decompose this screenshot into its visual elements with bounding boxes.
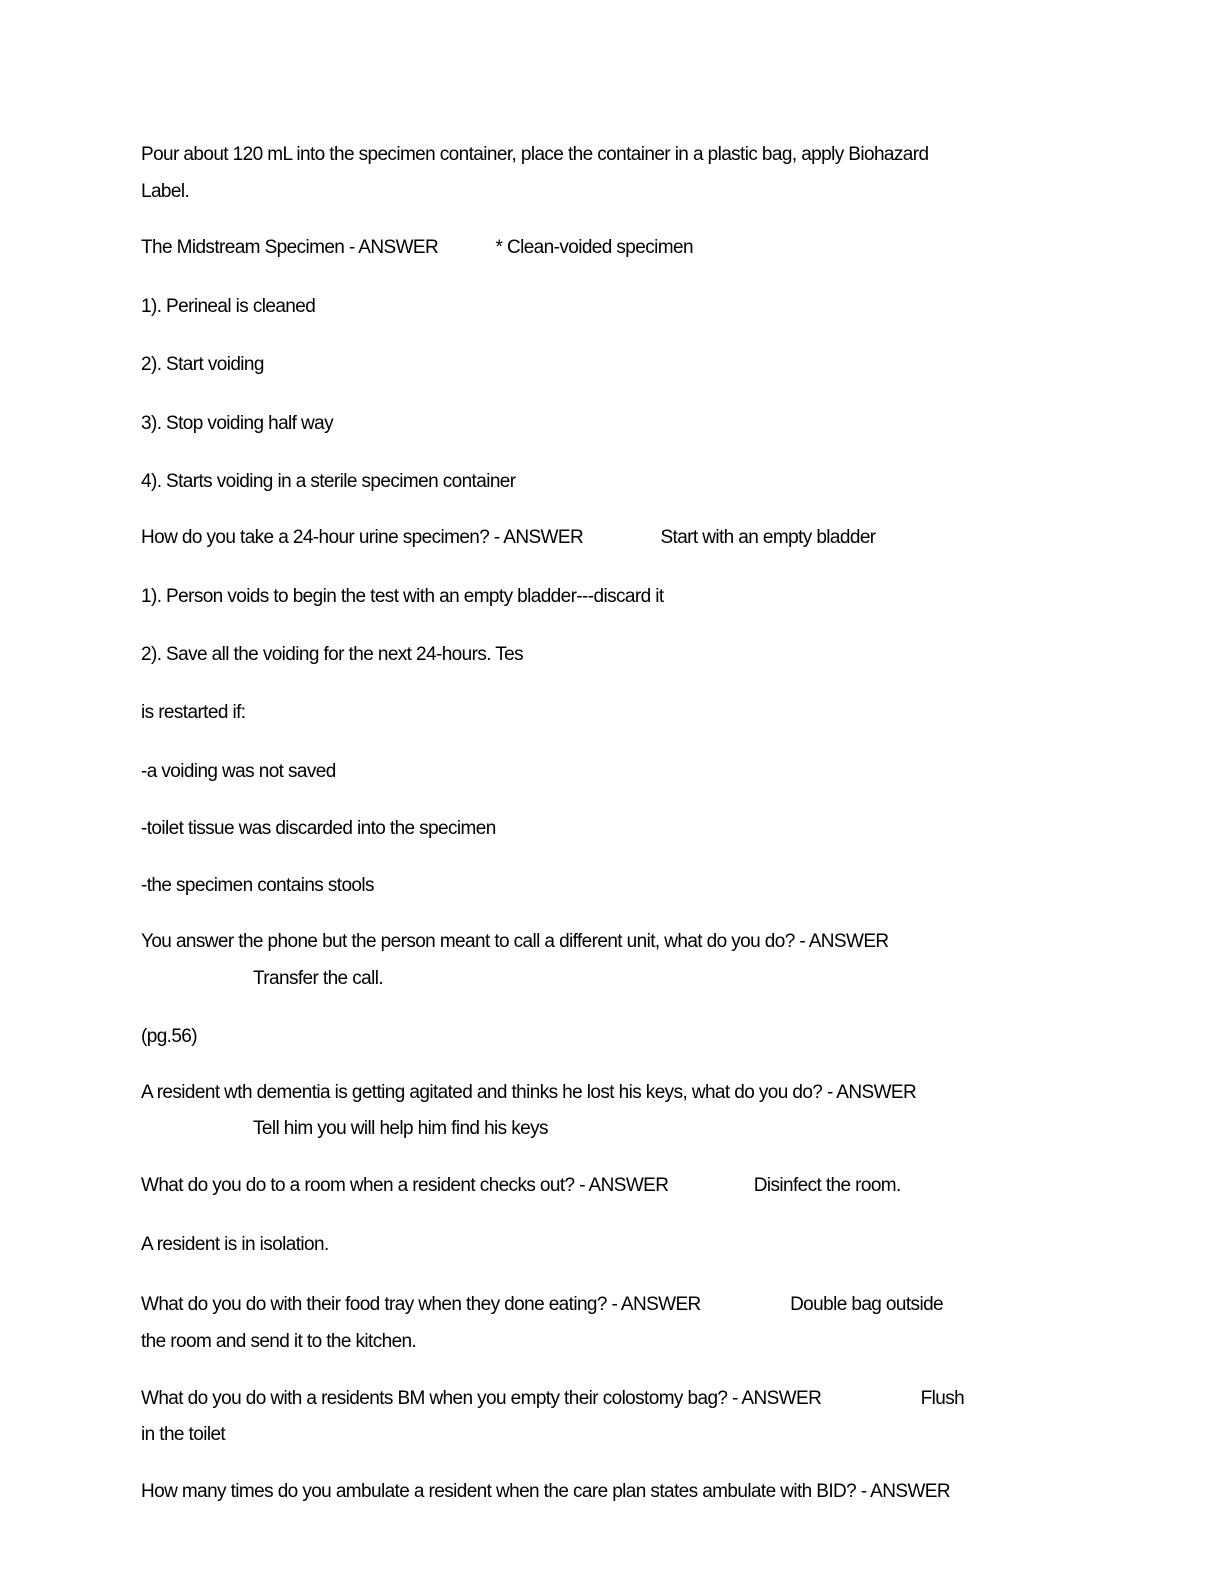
answer-text: Tell him you will help him find his keys [253, 1118, 548, 1139]
answer-text: the room and send it to the kitchen. [141, 1331, 417, 1352]
question-text: How many times do you ambulate a resident when the care plan states ambulate with BID? - ANSWER [141, 1481, 950, 1502]
text-line: Pour about 120 mL into the specimen container, place the container in a plastic bag, apply Biohazard [141, 144, 929, 165]
text-line: 4). Starts voiding in a sterile specimen container [141, 471, 516, 492]
qa-line [141, 1387, 964, 1411]
qa-line [141, 1174, 901, 1198]
text-line: -the specimen contains stools [141, 875, 374, 896]
question-text: A resident wth dementia is getting agitated and thinks he lost his keys, what do you do? - ANSWER [141, 1082, 917, 1103]
answer-text: in the toilet [141, 1424, 226, 1445]
question-text: The Midstream Specimen - ANSWER [141, 237, 439, 258]
answer-text: Start with an empty bladder [660, 527, 876, 548]
text-line: is restarted if: [141, 702, 246, 723]
qa-line [141, 1293, 943, 1317]
text-line: -toilet tissue was discarded into the specimen [141, 818, 496, 839]
text-line: -a voiding was not saved [141, 761, 336, 782]
answer-text: Flush [920, 1388, 965, 1409]
text-line: (pg.56) [141, 1026, 198, 1047]
question-text: What do you do with their food tray when they done eating? - ANSWER [141, 1294, 701, 1315]
answer-text: Transfer the call. [253, 968, 383, 989]
question-text: What do you do with a residents BM when you empty their colostomy bag? - ANSWER [141, 1388, 822, 1409]
answer-text: Disinfect the room. [753, 1175, 901, 1196]
text-line: 3). Stop voiding half way [141, 413, 334, 434]
question-text: What do you do to a room when a resident checks out? - ANSWER [141, 1175, 669, 1196]
text-line: A resident is in isolation. [141, 1234, 329, 1255]
text-line: 1). Person voids to begin the test with an empty bladder---discard it [141, 586, 664, 607]
text-line: Label. [141, 181, 190, 202]
answer-text: * Clean-voided specimen [495, 237, 693, 258]
answer-text: Double bag outside [790, 1294, 943, 1315]
qa-line [141, 236, 693, 260]
qa-line [141, 526, 876, 550]
question-text: How do you take a 24-hour urine specimen? - ANSWER [141, 527, 584, 548]
question-text: You answer the phone but the person meant to call a different unit, what do you do? - ANSWER [141, 931, 889, 952]
text-line: 2). Start voiding [141, 354, 264, 375]
text-line: 2). Save all the voiding for the next 24-hours. Tes [141, 644, 524, 665]
text-line: 1). Perineal is cleaned [141, 296, 316, 317]
